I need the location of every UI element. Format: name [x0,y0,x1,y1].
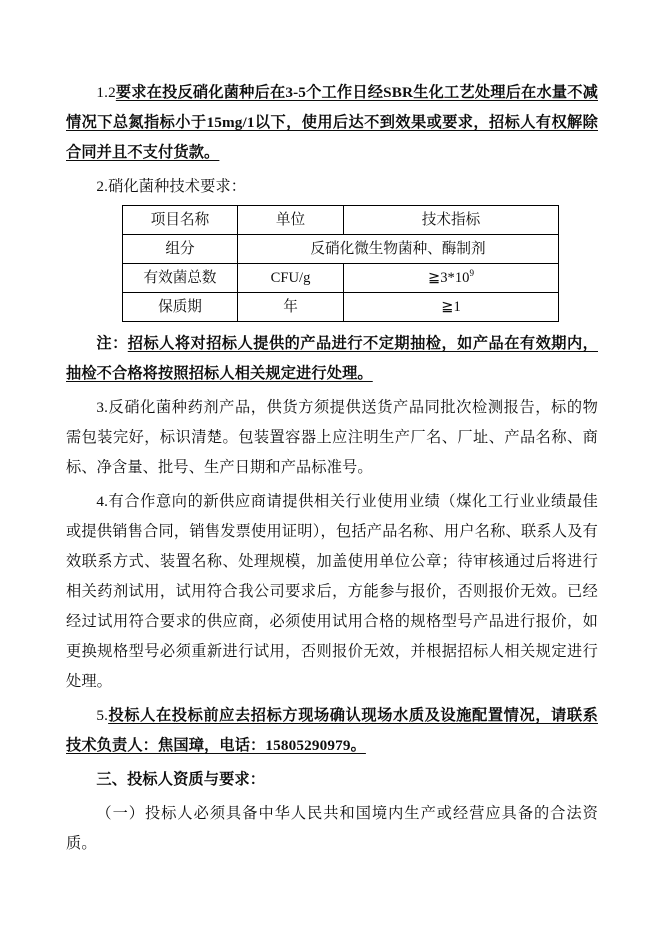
section-heading-three: 三、投标人资质与要求： [96,771,266,788]
clause-2-paragraph [66,172,598,202]
spec-table [122,205,559,322]
spacer [66,322,598,329]
row-viable-count-value [344,264,559,293]
row-shelf-life-unit: 年 [238,293,344,322]
table-header-name: 项目名称 [123,206,238,235]
document-body [66,78,598,859]
clause-5-paragraph [66,701,598,761]
table-header-spec: 技术指标 [344,206,559,235]
row-composition-value: 反硝化微生物菌种、酶制剂 [238,235,559,264]
table-row [123,235,559,264]
clause-1-2-number: 1.2 [96,84,116,101]
clause-3-1-paragraph: （一）投标人必须具备中华人民共和国境内生产或经营应具备的合法资质。 [66,805,598,852]
clause-3-paragraph [66,393,598,483]
table-row [123,264,559,293]
clause-4-paragraph [66,487,598,697]
spec-table-wrapper [122,205,598,322]
clause-3-number: 3. [96,399,109,416]
row-viable-count-value-exponent: 9 [469,268,474,279]
clause-3-text: 反硝化菌种药剂产品，供货方须提供送货产品同批次检测报告，标的物需包装完好，标识清楚。包装置容器上应注明生产厂名、厂址、产品名称、商标、净含量、批号、生产日期和产品标准号。 [66,399,598,476]
table-row [123,293,559,322]
table-header-unit: 单位 [238,206,344,235]
note-label: 注： [96,335,128,352]
row-viable-count-unit: CFU/g [238,264,344,293]
row-viable-count-value-base: ≧3*10 [428,270,470,286]
clause-1-2-paragraph [66,78,598,168]
row-composition-name: 组分 [123,235,238,264]
row-shelf-life-name: 保质期 [123,293,238,322]
clause-2-number: 2. [96,178,109,195]
row-shelf-life-value: ≧1 [344,293,559,322]
clause-4-text: 有合作意向的新供应商请提供相关行业使用业绩（煤化工行业业绩最佳或提供销售合同，销售发票使用证明），包括产品名称、用户名称、联系人及有效联系方式、装置名称、处理规模，加盖使用单位公章；待审核通过后将进行相关药剂试用，试用符合我公司要求后，方能参与报价，否则报价无效。已经经过试用符合要求的供应商，必须使用试用合格的规格型号产品进行报价，如更换规格型号必须重新进行试用，否则报价无效，并根据招标人相关规定进行处理。 [66,493,598,690]
row-viable-count-name: 有效菌总数 [123,264,238,293]
note-paragraph [66,329,598,389]
clause-2-text: 硝化菌种技术要求： [108,178,247,195]
note-text: 招标人将对招标人提供的产品进行不定期抽检，如产品在有效期内，抽检不合格将按照招标人相关规定进行处理。 [66,335,598,382]
clause-5-number: 5. [96,707,109,724]
clause-5-text: 投标人在投标前应去招标方现场确认现场水质及设施配置情况，请联系技术负责人：焦国璋，电话：15805290979。 [66,707,598,754]
table-header-row [123,206,559,235]
clause-1-2-text: 要求在投反硝化菌种后在3-5个工作日经SBR生化工艺处理后在水量不减情况下总氮指标小于15mg/1以下，使用后达不到效果或要求，招标人有权解除合同并且不支付货款。 [66,84,598,161]
clause-4-number: 4. [96,493,109,510]
